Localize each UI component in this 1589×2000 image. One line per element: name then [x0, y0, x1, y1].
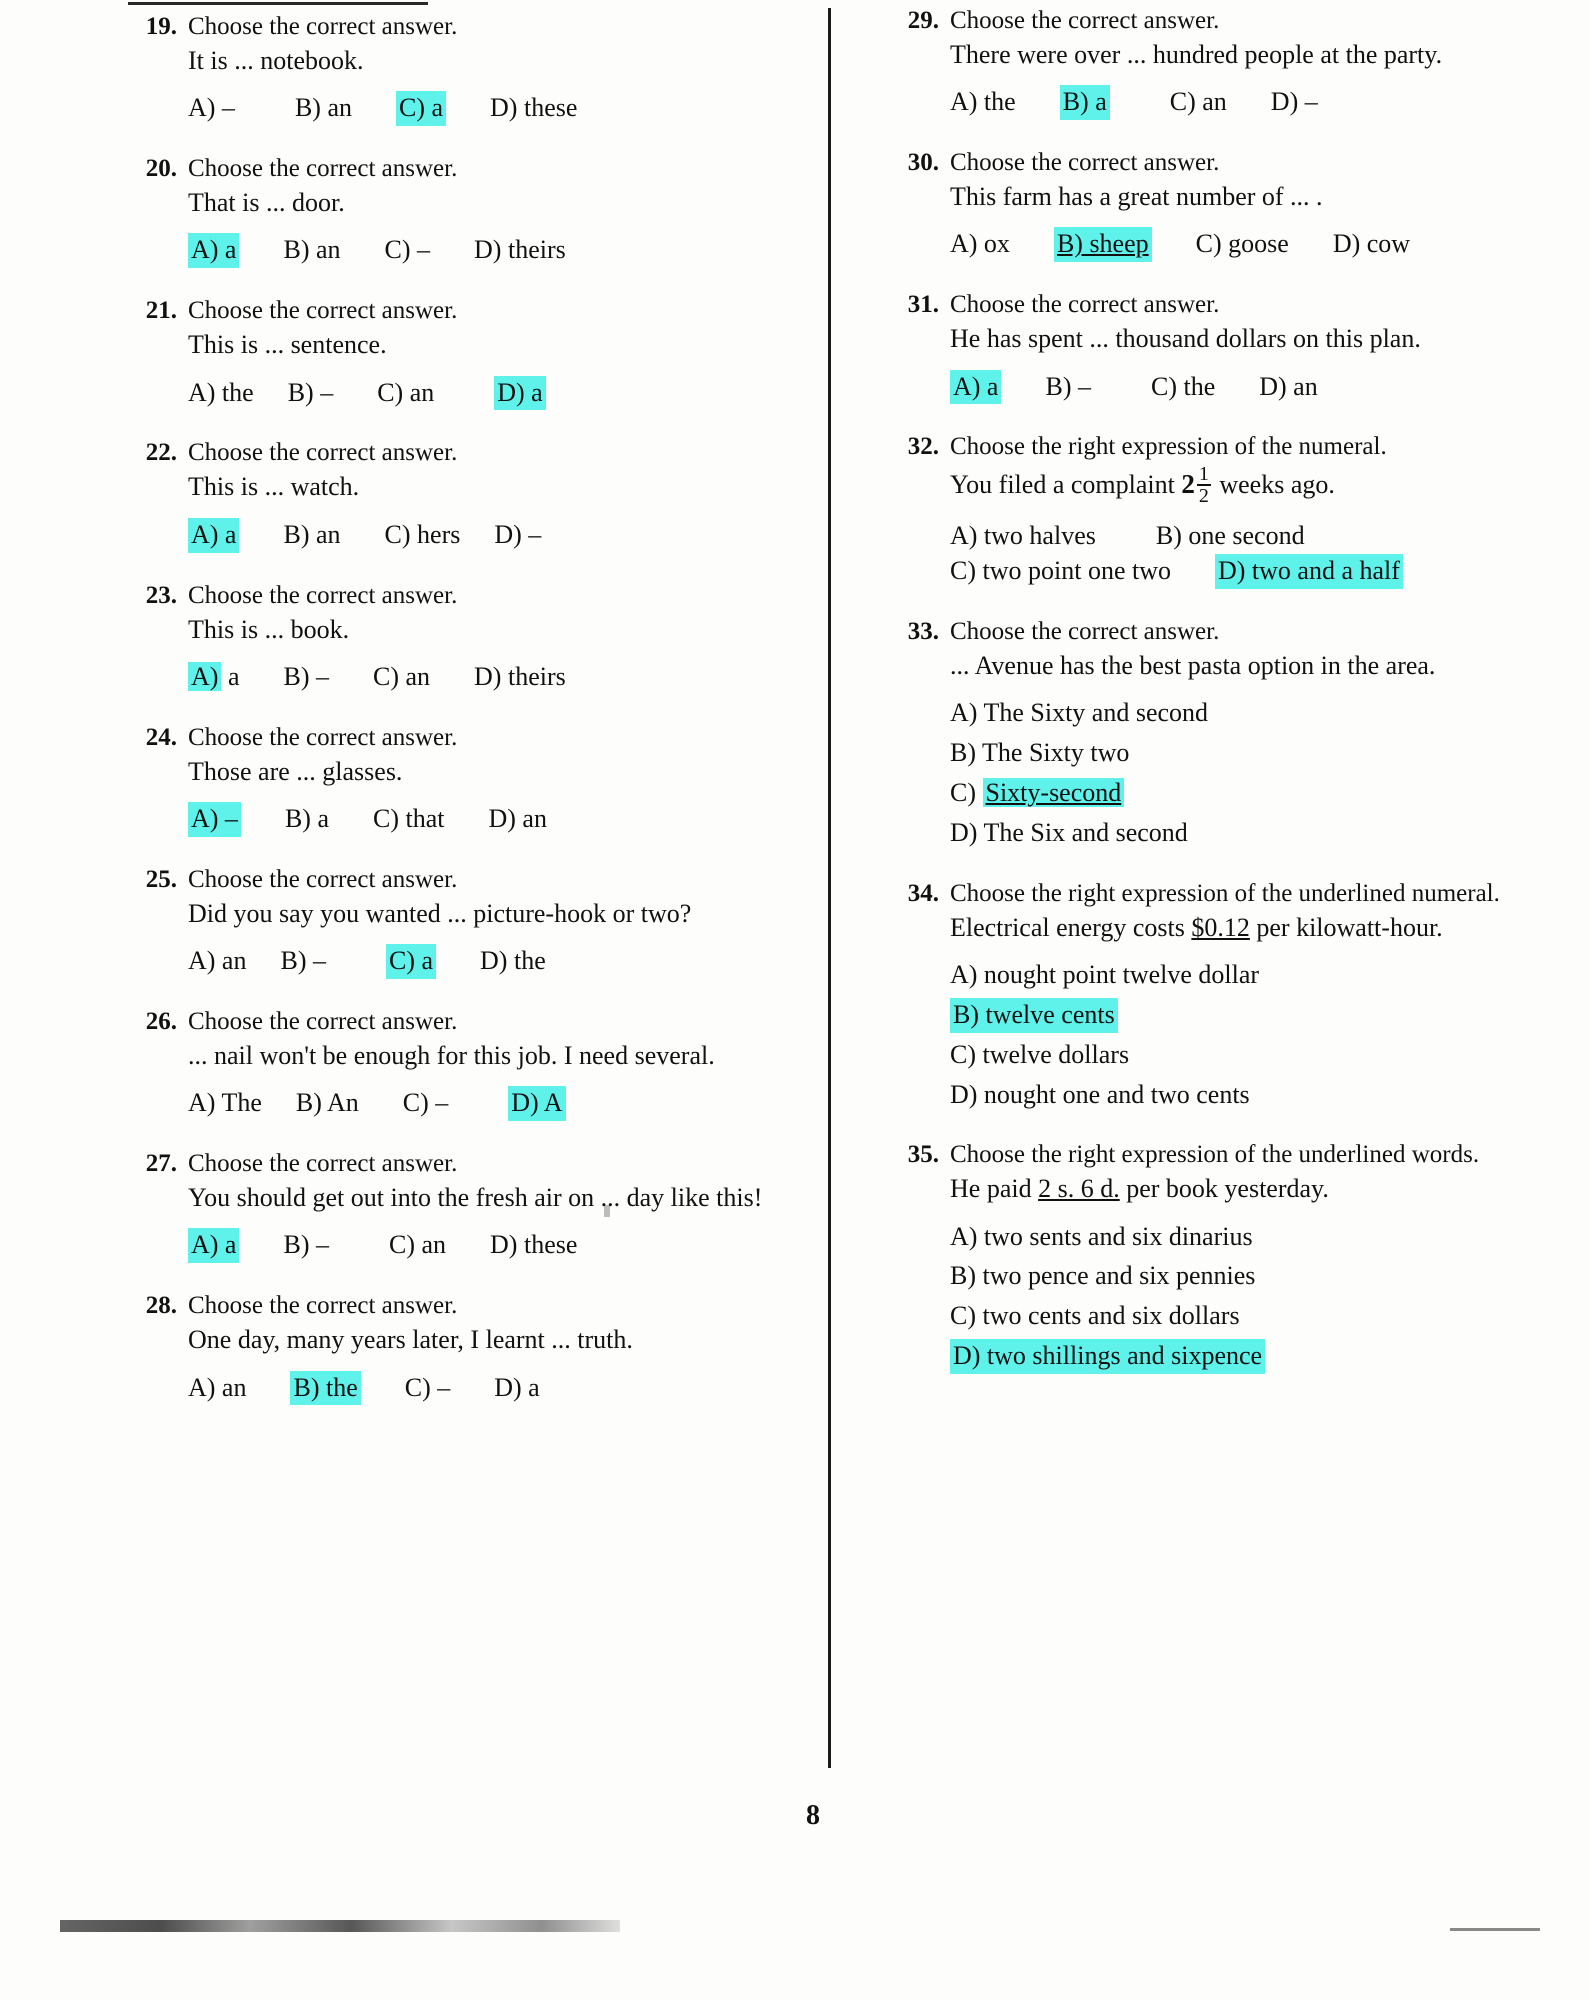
question-stem: There were over ... hundred people at the party.: [950, 40, 1443, 69]
option-b[interactable]: B) an: [283, 519, 341, 549]
question-stem: You should get out into the fresh air on ... day like this!: [188, 1183, 763, 1213]
question-35: [892, 1138, 1549, 1374]
option-b[interactable]: B) the: [290, 1371, 360, 1406]
option-c[interactable]: C) goose: [1195, 229, 1289, 259]
question-23: [130, 579, 790, 695]
question-stem: Those are ... glasses.: [188, 756, 403, 786]
option-d[interactable]: D) two and a half: [1215, 554, 1403, 589]
option-b[interactable]: B) –: [1045, 371, 1091, 401]
question-prompt: Choose the correct answer.: [188, 723, 458, 751]
option-d[interactable]: D) a: [494, 1372, 540, 1402]
option-c[interactable]: [950, 776, 1124, 811]
option-a[interactable]: A) nought point twelve dollar: [950, 960, 1260, 990]
option-b[interactable]: B) twelve cents: [950, 998, 1118, 1033]
option-d[interactable]: D) theirs: [474, 235, 566, 265]
option-d[interactable]: D) –: [1270, 87, 1318, 117]
stem-underlined-numeral: $0.12: [1191, 912, 1250, 942]
question-number: 23.: [145, 581, 177, 609]
stem-pre: Electrical energy costs: [950, 912, 1192, 942]
option-a[interactable]: A) a: [188, 233, 239, 268]
question-prompt: Choose the correct answer.: [188, 1150, 458, 1178]
question-prompt: Choose the correct answer.: [188, 13, 458, 40]
question-32: [892, 430, 1549, 589]
question-34: [892, 877, 1549, 1113]
option-a[interactable]: A) two sents and six dinarius: [950, 1221, 1253, 1251]
option-a[interactable]: A) a: [950, 370, 1001, 405]
option-d[interactable]: D) an: [1259, 371, 1318, 401]
scan-edge-artifact: [60, 1920, 620, 1932]
options: [188, 1086, 790, 1121]
question-number: 30.: [907, 149, 939, 177]
option-b[interactable]: B) –: [283, 661, 329, 691]
question-stem: That is ... door.: [188, 188, 345, 218]
scan-edge-artifact-right: [1450, 1928, 1540, 1931]
stem-post: per book yesterday.: [1119, 1174, 1329, 1204]
question-prompt: Choose the correct answer.: [950, 291, 1220, 319]
option-c[interactable]: C) an: [372, 661, 431, 691]
question-30: [892, 146, 1549, 262]
question-29: [892, 4, 1549, 120]
option-b[interactable]: B) sheep: [1054, 227, 1152, 262]
options: [188, 1371, 790, 1406]
option-b[interactable]: B) an: [294, 93, 352, 123]
left-column: [0, 0, 830, 1431]
question-prompt: Choose the correct answer.: [188, 155, 458, 183]
question-stem: ... nail won't be enough for this job. I need several.: [188, 1040, 715, 1070]
option-b[interactable]: B) –: [280, 946, 326, 976]
right-column: [830, 0, 1589, 1431]
question-number: 22.: [145, 439, 177, 467]
question-number: 33.: [907, 618, 939, 646]
question-stem: [950, 464, 1549, 506]
page-number: 8: [806, 1800, 820, 1831]
option-c[interactable]: C) two cents and six dollars: [950, 1301, 1240, 1331]
question-prompt: Choose the correct answer.: [188, 865, 458, 893]
option-a[interactable]: A) ox: [950, 229, 1010, 259]
option-b[interactable]: B) The Sixty two: [950, 738, 1130, 768]
numeral-whole: 2: [1181, 469, 1195, 500]
option-c[interactable]: C) an: [388, 1230, 447, 1260]
option-a[interactable]: A) two halves: [950, 521, 1096, 551]
question-stem: This is ... book.: [188, 614, 350, 644]
option-a-text: a: [221, 661, 240, 691]
stem-post: weeks ago.: [1212, 470, 1335, 500]
option-a[interactable]: [188, 660, 239, 695]
options: [188, 944, 790, 979]
fraction-numerator: 1: [1198, 463, 1209, 486]
question-prompt: Choose the correct answer.: [188, 581, 458, 609]
option-b[interactable]: B) An: [295, 1088, 359, 1118]
question-24: [130, 721, 790, 837]
option-b[interactable]: B) two pence and six pennies: [950, 1261, 1256, 1291]
option-c-text: Sixty-second: [983, 778, 1125, 807]
question-20: [130, 152, 790, 268]
option-c[interactable]: C) –: [404, 1372, 451, 1402]
question-prompt: Choose the correct answer.: [188, 1007, 458, 1035]
option-d[interactable]: D) a: [494, 376, 545, 411]
question-28: [130, 1289, 790, 1405]
option-c[interactable]: C) an: [1169, 87, 1227, 117]
option-a[interactable]: A) an: [188, 1372, 247, 1402]
options: [188, 91, 790, 126]
options: [188, 1228, 790, 1263]
numeral-fraction: [1197, 464, 1211, 506]
option-d[interactable]: D) A: [508, 1086, 565, 1121]
question-33: [892, 615, 1549, 851]
stem-pre: He paid: [950, 1174, 1039, 1204]
question-stem: He has spent ... thousand dollars on this plan.: [950, 324, 1421, 354]
question-stem: This is ... sentence.: [188, 330, 387, 360]
option-c[interactable]: C) the: [1150, 371, 1216, 401]
option-c[interactable]: C) hers: [384, 519, 461, 549]
options: [188, 802, 790, 837]
question-number: 29.: [907, 7, 939, 34]
option-d[interactable]: D) these: [490, 93, 578, 123]
option-a-marker: A): [188, 662, 221, 691]
question-31: [892, 288, 1549, 404]
option-b[interactable]: B) one second: [1155, 521, 1305, 551]
stem-underlined-words: 2 s. 6 d.: [1038, 1174, 1120, 1204]
option-a[interactable]: A) the: [950, 87, 1016, 117]
question-stem: One day, many years later, I learnt ... truth.: [188, 1325, 633, 1355]
options: [950, 519, 1549, 589]
question-26: [130, 1005, 790, 1121]
question-number: 24.: [145, 723, 177, 751]
fraction-denominator: 2: [1198, 485, 1209, 508]
question-21: [130, 294, 790, 410]
option-c[interactable]: C) –: [384, 235, 431, 265]
option-c[interactable]: C) –: [402, 1088, 449, 1118]
option-d[interactable]: D) cow: [1332, 229, 1411, 259]
option-b[interactable]: B) a: [1060, 85, 1110, 120]
options: [188, 518, 790, 553]
option-a[interactable]: A) an: [188, 946, 247, 976]
question-number: 20.: [145, 155, 177, 183]
option-c-marker: C): [950, 778, 976, 808]
option-b[interactable]: B) an: [283, 235, 341, 265]
options: [950, 370, 1549, 405]
option-a[interactable]: A) –: [188, 802, 241, 837]
question-prompt: Choose the correct answer.: [188, 1292, 458, 1320]
question-27: [130, 1147, 790, 1263]
question-number: 25.: [145, 865, 177, 893]
question-22: [130, 436, 790, 552]
option-c[interactable]: C) twelve dollars: [950, 1039, 1130, 1069]
option-a[interactable]: A) a: [188, 518, 239, 553]
option-c[interactable]: C) two point one two: [950, 556, 1171, 586]
question-19: [130, 10, 790, 126]
option-a[interactable]: A) –: [188, 93, 235, 123]
options: [188, 660, 790, 695]
option-d[interactable]: D) nought one and two cents: [950, 1079, 1250, 1109]
question-stem: ... Avenue has the best pasta option in the area.: [950, 651, 1436, 681]
options: [188, 233, 790, 268]
question-stem: [950, 1172, 1549, 1206]
options: [950, 1220, 1549, 1374]
option-a[interactable]: A) the: [188, 377, 254, 407]
option-d[interactable]: D) theirs: [474, 661, 566, 691]
option-c[interactable]: C) an: [377, 377, 435, 407]
question-prompt: Choose the right expression of the numeral.: [950, 433, 1387, 461]
option-c[interactable]: C) that: [372, 804, 445, 834]
option-b[interactable]: B) –: [283, 1230, 329, 1260]
question-number: 34.: [907, 879, 939, 907]
option-a[interactable]: A) The Sixty and second: [950, 698, 1209, 728]
question-stem: [950, 911, 1549, 945]
option-d[interactable]: D) an: [488, 804, 547, 834]
option-d[interactable]: D) The Six and second: [950, 817, 1188, 847]
option-a[interactable]: A) The: [188, 1088, 262, 1118]
stem-pre: You filed a complaint: [950, 470, 1182, 500]
option-c[interactable]: C) a: [386, 944, 436, 979]
question-prompt: Choose the correct answer.: [950, 618, 1220, 646]
question-prompt: Choose the right expression of the underlined numeral.: [950, 879, 1500, 907]
question-stem: This is ... watch.: [188, 472, 360, 502]
option-d[interactable]: D) two shillings and sixpence: [950, 1339, 1265, 1374]
question-prompt: Choose the right expression of the underlined words.: [950, 1141, 1480, 1169]
option-c[interactable]: C) a: [396, 91, 446, 126]
option-d[interactable]: D) –: [494, 519, 542, 549]
question-number: 19.: [145, 13, 177, 40]
options: [188, 376, 790, 411]
option-d[interactable]: D) these: [490, 1230, 578, 1260]
options: [950, 958, 1549, 1112]
option-d[interactable]: D) the: [480, 946, 546, 976]
options: [950, 85, 1549, 120]
question-stem: It is ... notebook.: [188, 46, 364, 75]
question-number: 26.: [145, 1007, 177, 1035]
question-prompt: Choose the correct answer.: [188, 297, 458, 325]
option-b[interactable]: B) a: [284, 804, 329, 834]
options: [950, 696, 1549, 850]
question-prompt: Choose the correct answer.: [188, 439, 458, 467]
question-stem: Did you say you wanted ... picture-hook or two?: [188, 898, 692, 928]
question-prompt: Choose the correct answer.: [950, 7, 1220, 34]
question-number: 27.: [145, 1150, 177, 1178]
question-number: 28.: [145, 1292, 177, 1320]
question-number: 21.: [145, 297, 177, 325]
question-number: 35.: [907, 1141, 939, 1169]
question-prompt: Choose the correct answer.: [950, 149, 1220, 177]
question-number: 32.: [907, 433, 939, 461]
question-25: [130, 863, 790, 979]
option-a[interactable]: A) a: [188, 1228, 239, 1263]
question-number: 31.: [907, 291, 939, 319]
stem-post: per kilowatt-hour.: [1249, 912, 1443, 942]
question-stem: This farm has a great number of ... .: [950, 182, 1323, 212]
options: [950, 227, 1549, 262]
option-b[interactable]: B) –: [287, 377, 334, 407]
